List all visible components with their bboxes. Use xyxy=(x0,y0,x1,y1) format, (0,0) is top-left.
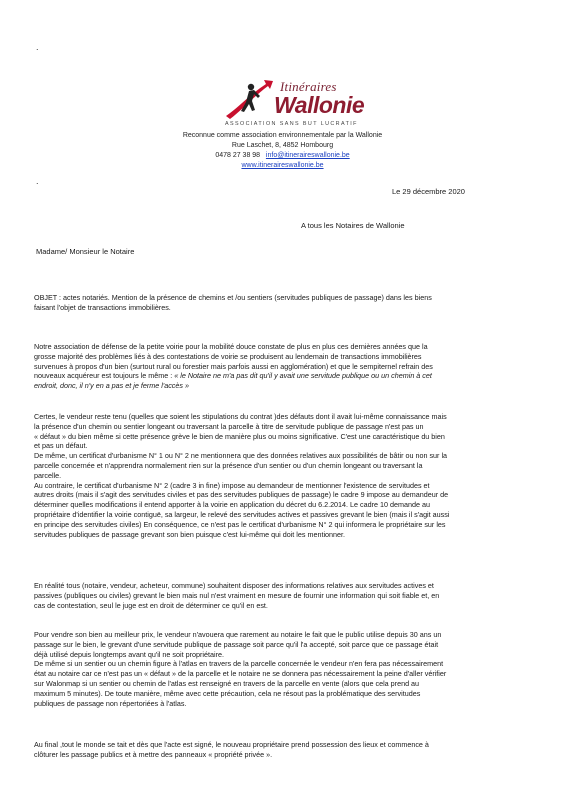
text-line: propriétaire d'identifier la voirie contiguë, sa largeur, le relevé des servitudes actives et passives grevant le bien (mais il s'agit aussi xyxy=(34,509,450,519)
text-line: Certes, le vendeur reste tenu (quelles que soient les stipulations du contrat )des défauts dont il avait lui-même connaissance mais xyxy=(34,412,447,421)
text-line: maximum 5 minutes). De toute manière, même avec cette précaution, cela ne résout pas la problématique des servitudes xyxy=(34,688,421,698)
text-line: endroit, donc, il n'y en a pas et je ferme l'accès » xyxy=(34,381,189,391)
recognition-line: Reconnue comme association environnementale par la Wallonie xyxy=(182,132,383,139)
text-line: Pour vendre son bien au meilleur prix, le vendeur n'avouera que rarement au notaire le fait que le public utilise depuis 30 ans un xyxy=(34,630,442,639)
paragraph-certes xyxy=(34,412,534,539)
text-line xyxy=(34,371,534,381)
text-line: De même, un certificat d'urbanisme N° 1 ou N° 2 ne mentionnera que des données relatives aux possibilités de bâtir ou non sur la xyxy=(34,451,448,461)
margin-mark: . xyxy=(36,42,39,52)
text-line: clôturer les passage publics et à mettre des panneaux « propriété privée ». xyxy=(34,749,273,759)
text-line: grosse majorité des problèmes liés à des contestations de voirie se produisent au lendemain de transactions immobilières xyxy=(34,351,422,361)
text-line: déjà utilisé depuis longtemps avant qu'il ne soit propriétaire. xyxy=(34,649,224,659)
text-line: servitudes publiques de passage grevant son bien puisque c'est lui-même qui doit les mentionner. xyxy=(34,529,346,539)
text-line: passives (publiques ou civiles) grevant le bien mais nul n'est vraiment en mesure de fournir une information qui soit fiable et, en xyxy=(34,590,440,600)
text-line: autres droits (mais il s'agit des servitudes civiles et pas des servitudes publiques de passage) le cadre 9 impose au demandeur de xyxy=(34,490,449,500)
text-line: survenues à propos d'un bien (surtout rural ou forestier mais parfois aussi en agglomération) et que le sempiternel refrain des xyxy=(34,361,433,371)
text-line: et pas un défaut. xyxy=(34,441,88,451)
text-line: Au contraire, le certificat d'urbanisme N° 2 (cadre 3 in fine) impose au demandeur de mentionner l'existence de servitudes et xyxy=(34,480,430,490)
text-line: déterminer quelles modifications il entend apporter à la voirie en application du décret du 6.2.2014. Le cadre 10 demande au xyxy=(34,500,430,510)
text-line: En réalité tous (notaire, vendeur, acheteur, commune) souhaitent disposer des informations relatives aux servitudes actives et xyxy=(34,581,434,590)
website-link[interactable]: www.itineraireswallonie.be xyxy=(241,162,324,169)
text-line: parcelle concernée et n'apprendra normalement rien sur la présence d'un sentier ou d'un chemin longeant ou traversant la xyxy=(34,460,423,470)
text-line: De même si un sentier ou un chemin figure à l'atlas en travers de la parcelle concernée le vendeur n'en fera pas nécessairement xyxy=(34,659,444,669)
letter-date: Le 29 décembre 2020 xyxy=(392,187,465,196)
text-line: « défaut » du bien même si cette présence grève le bien de manière plus ou moins significative. C'est une caractéristique du bien xyxy=(34,431,445,441)
text-line: en principe des servitudes civiles) En conséquence, ce n'est pas le certificat d'urbanisme N° 2 qui informera le propriétaire sur les xyxy=(34,519,446,529)
text-line: Au final ,tout le monde se tait et dès que l'acte est signé, le nouveau propriétaire prend possession des lieux et commence à xyxy=(34,740,429,749)
text-line: parcelle. xyxy=(34,470,62,480)
website-line xyxy=(0,161,565,171)
logo-name: Wallonie xyxy=(274,92,365,118)
objet-paragraph xyxy=(34,293,534,313)
email-link[interactable]: info@itineraireswallonie.be xyxy=(265,152,350,159)
text-line: la présence d'un chemin ou sentier longeant ou traversant la parcelle à titre de servitude publique de passage n'est pas un xyxy=(34,421,424,431)
address-line: Rue Laschet, 8, 4852 Hombourg xyxy=(231,142,334,149)
text-line: cas de contestation, seul le juge est en droit de déterminer ce qu'il en est. xyxy=(34,600,268,610)
salutation: Madame/ Monsieur le Notaire xyxy=(36,247,135,256)
logo-tagline: ASSOCIATION SANS BUT LUCRATIF xyxy=(225,121,358,127)
recipient-line: A tous les Notaires de Wallonie xyxy=(301,221,405,230)
text-line: faisant l'objet de transactions immobilières. xyxy=(34,302,171,312)
logo-subtitle: Itinéraires xyxy=(280,79,337,94)
text-line: publiques de passage non répertoriées à l'atlas. xyxy=(34,698,187,708)
text-line: sur Walonmap si un sentier ou chemin de l'atlas est renseigné en travers de la parcelle en vente (alors que cela prend au xyxy=(34,678,420,688)
quote-segment: « le Notaire ne m'a pas dit qu'il y avait une servitude publique ou un chemin à cet xyxy=(174,371,432,381)
itineraires-wallonie-logo xyxy=(224,78,364,130)
paragraph-vendre xyxy=(34,630,534,708)
paragraph-intro xyxy=(34,342,534,391)
organization-details xyxy=(0,131,565,171)
paragraph-final xyxy=(34,740,534,760)
paragraph-realite xyxy=(34,581,534,610)
hiker-arrow-logo-icon xyxy=(224,78,274,122)
text-segment: nouveaux acquéreur est toujours le même : xyxy=(34,371,175,381)
margin-mark: . xyxy=(36,176,39,186)
text-line: OBJET : actes notariés. Mention de la présence de chemins et /ou sentiers (servitudes publiques de passage) dans les biens xyxy=(34,293,432,302)
text-line: Notre association de défense de la petite voirie pour la mobilité douce constate de plus en plus ces dernières années que la xyxy=(34,342,428,351)
text-line: état au notaire car ce n'est pas un « défaut » de la parcelle et le notaire ne se donnera pas nécessairement la peine d'aller vérifier xyxy=(34,669,447,679)
contact-line xyxy=(0,151,565,161)
text-line: passage sur le bien, le grevant d'une servitude publique de passage soit parce qu'il l'a accepté, soit parce que ce passage était xyxy=(34,639,439,649)
phone-number: 0478 27 38 98 xyxy=(215,152,261,159)
